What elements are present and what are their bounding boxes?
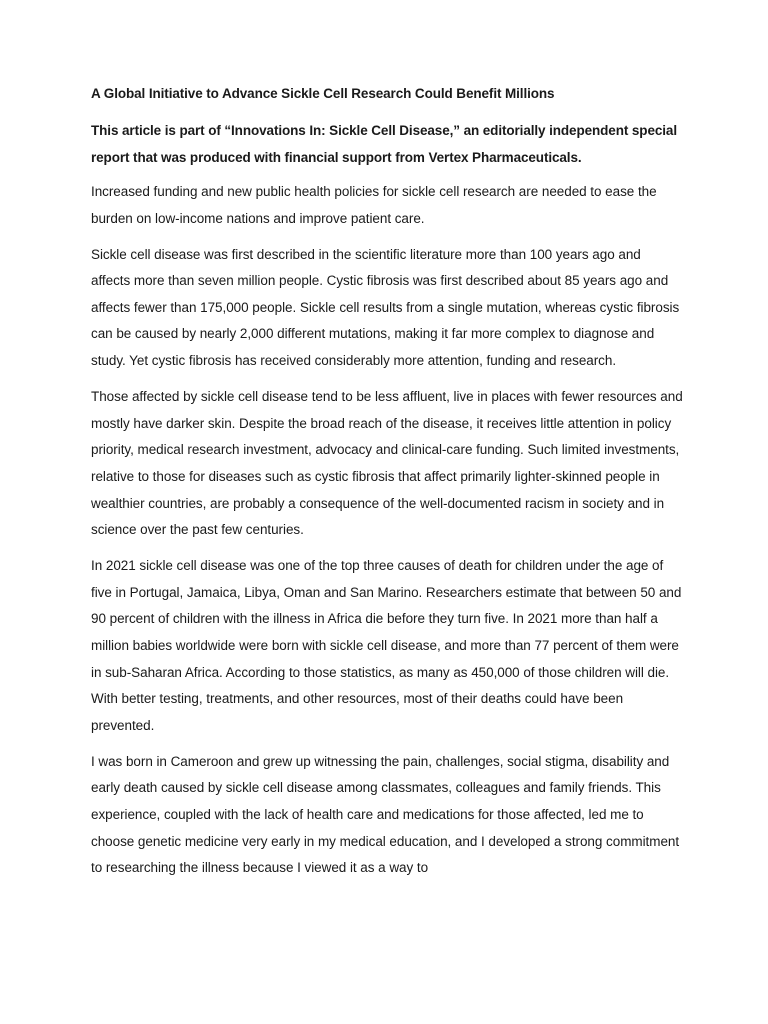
article-title: A Global Initiative to Advance Sickle Cell Research Could Benefit Millions xyxy=(91,86,555,101)
document-page xyxy=(91,84,683,891)
paragraph-2: Sickle cell disease was first described in the scientific literature more than 100 years ago and affects more than seven million people. Cystic fibrosis was first described about 85 years ago and affects fewer than 175,000 people. Sickle cell results from a single mutation, whereas cystic fibrosis can be caused by nearly 2,000 different mutations, making it far more complex to diagnose and study. Yet cystic fibrosis has received considerably more attention, funding and research. xyxy=(91,246,680,369)
paragraph-1: Increased funding and new public health policies for sickle cell research are needed to ease the burden on low-income nations and improve patient care. xyxy=(91,184,657,226)
article-intro: This article is part of “Innovations In: Sickle Cell Disease,” an editorially independent special report that was produced with financial support from Vertex Pharmaceuticals. xyxy=(91,123,677,165)
paragraph-3: Those affected by sickle cell disease tend to be less affluent, live in places with fewer resources and mostly have darker skin. Despite the broad reach of the disease, it receives little attention in policy priority, medical research investment, advocacy and clinical-care funding. Such limited investments, relative to those for diseases such as cystic fibrosis that affect primarily lighter-skinned people in wealthier countries, are probably a consequence of the well-documented racism in society and in science over the past few centuries. xyxy=(91,389,683,538)
paragraph-5: I was born in Cameroon and grew up witnessing the pain, challenges, social stigma, disability and early death caused by sickle cell disease among classmates, colleagues and family friends. This experience, coupled with the lack of health care and medications for those affected, led me to choose genetic medicine very early in my medical education, and I developed a strong commitment to researching the illness because I viewed it as a way to xyxy=(91,753,680,876)
paragraph-4: In 2021 sickle cell disease was one of the top three causes of death for children under the age of five in Portugal, Jamaica, Libya, Oman and San Marino. Researchers estimate that between 50 and 90 percent of children with the illness in Africa die before they turn five. In 2021 more than half a million babies worldwide were born with sickle cell disease, and more than 77 percent of them were in sub-Saharan Africa. According to those statistics, as many as 450,000 of those children will die. With better testing, treatments, and other resources, most of their deaths could have been prevented. xyxy=(91,558,682,733)
